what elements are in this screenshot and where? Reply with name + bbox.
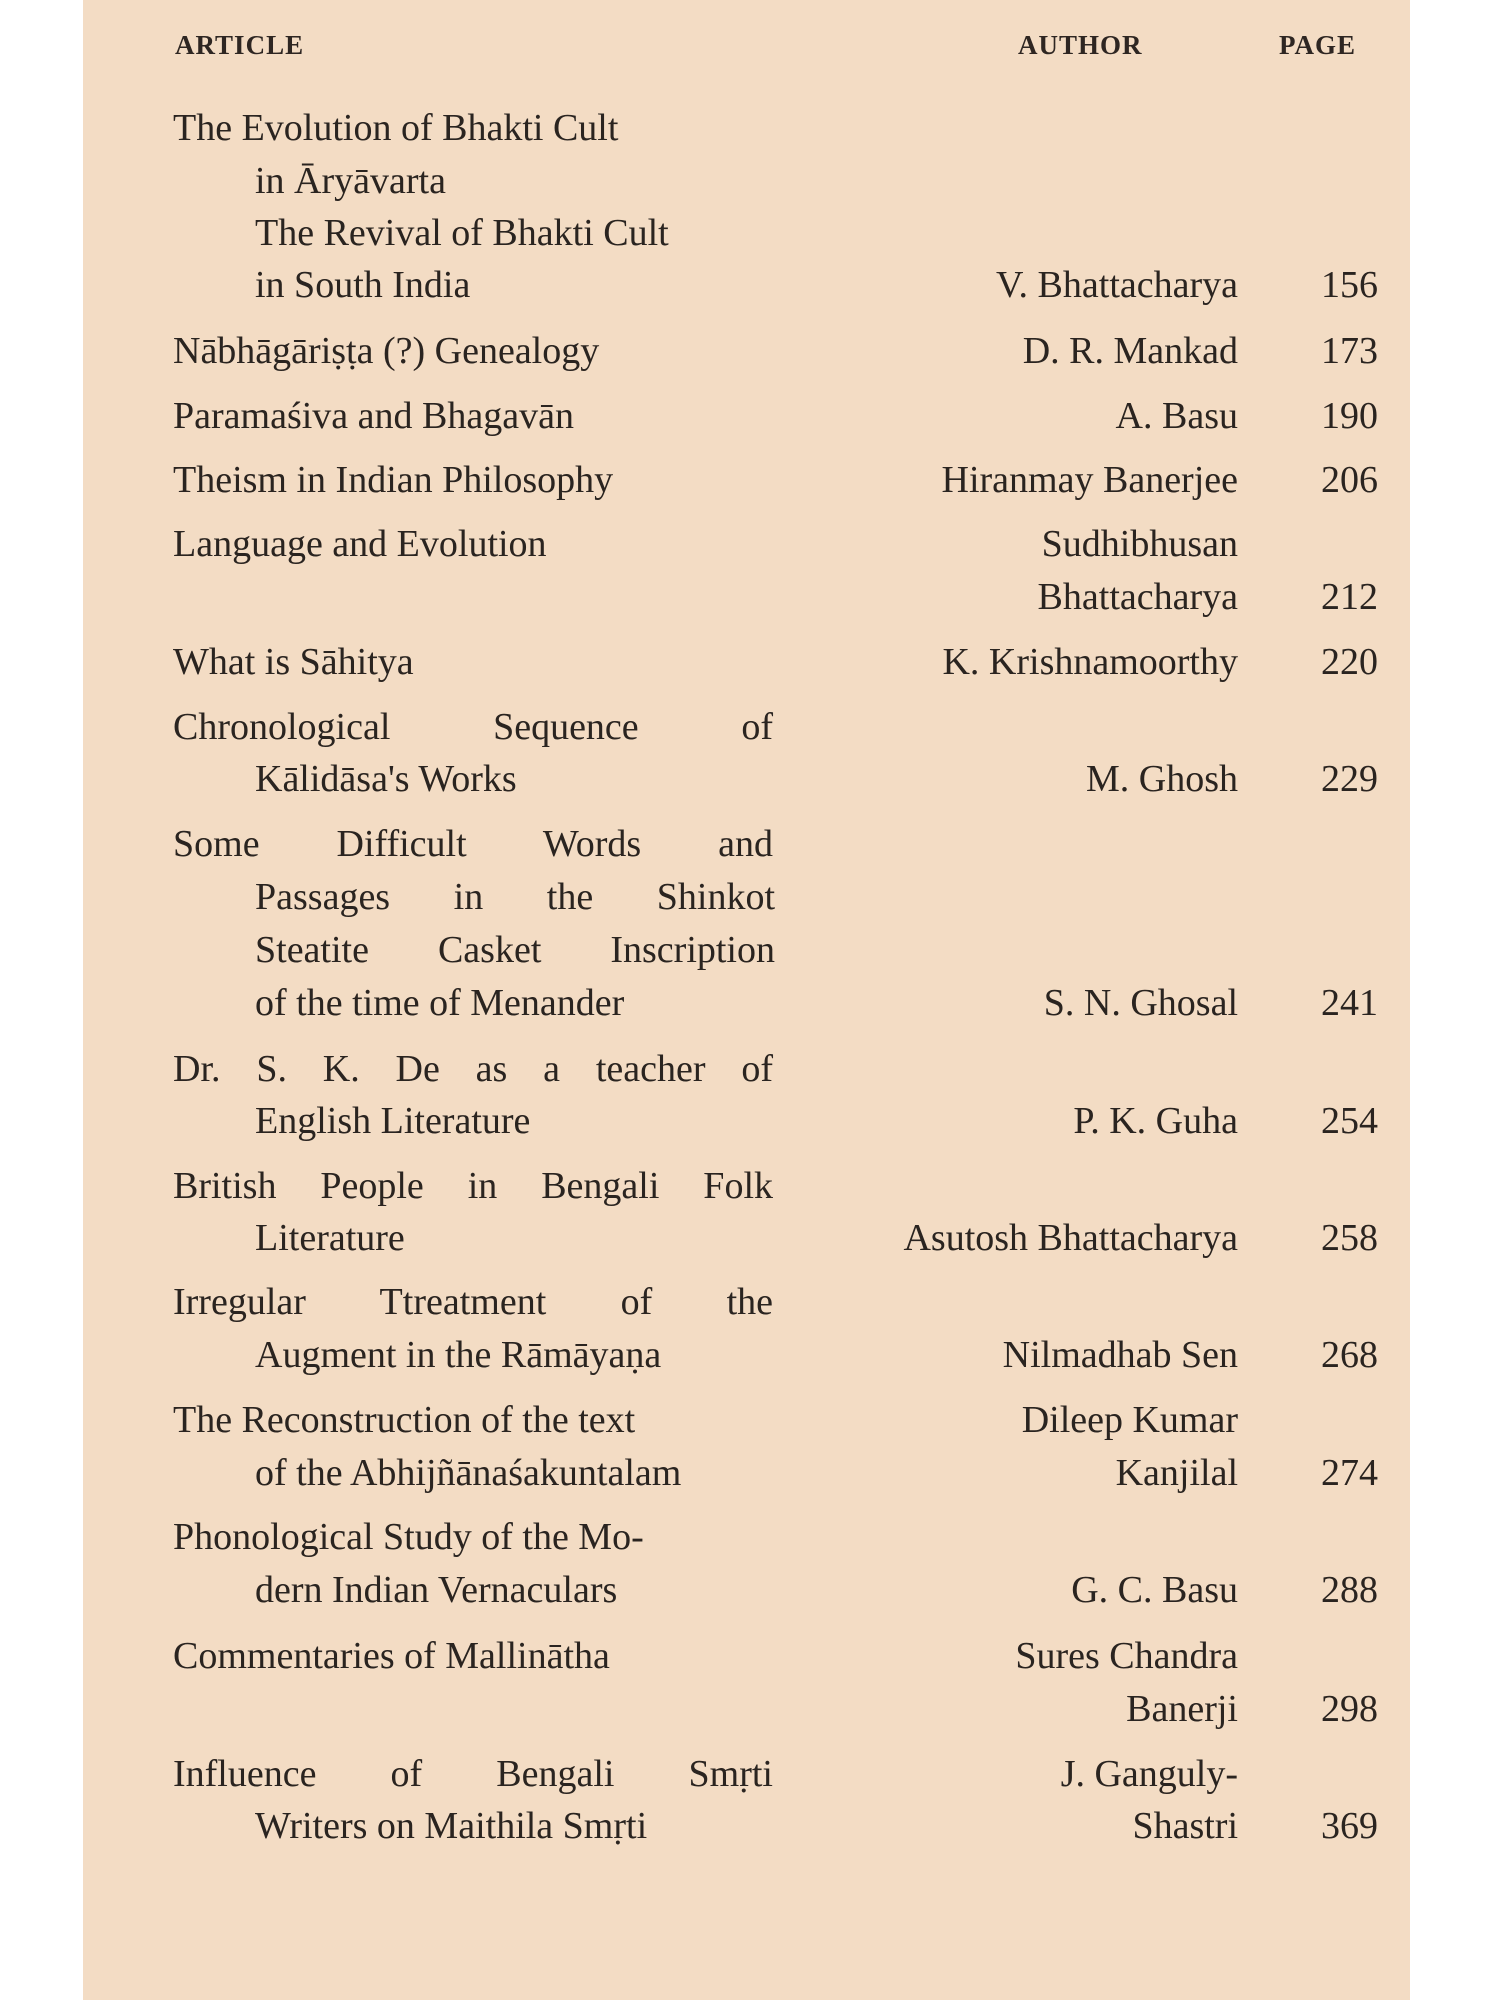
article-title-line: Chronological Sequence of	[173, 706, 773, 748]
article-title-line: of the time of Menander	[255, 982, 625, 1024]
article-title-line: Nābhāgāriṣṭa (?) Genealogy	[173, 330, 600, 372]
article-title-line: in Āryāvarta	[255, 160, 446, 202]
author-name: Banerji	[1126, 1688, 1238, 1730]
author-name: S. N. Ghosal	[1043, 982, 1238, 1024]
author-name: G. C. Basu	[1071, 1569, 1238, 1611]
article-title-line: Language and Evolution	[173, 523, 547, 565]
article-title-line: Augment in the Rāmāyaṇa	[255, 1334, 662, 1376]
article-title-line: of the Abhijñānaśakuntalam	[255, 1452, 682, 1494]
author-name: Hiranmay Banerjee	[941, 459, 1238, 501]
author-name: Asutosh Bhattacharya	[903, 1217, 1238, 1259]
book-page	[83, 0, 1410, 2000]
page-number: 173	[1321, 330, 1378, 372]
author-name: V. Bhattacharya	[996, 264, 1238, 306]
article-title-line: The Reconstruction of the text	[173, 1399, 636, 1441]
article-title-line: Kālidāsa's Works	[255, 758, 517, 800]
page-number: 190	[1321, 395, 1378, 437]
author-name: P. K. Guha	[1073, 1100, 1238, 1142]
article-title-line: Dr. S. K. De as a teacher of	[173, 1048, 773, 1090]
author-name: Nilmadhab Sen	[1002, 1334, 1238, 1376]
article-title-line: Some Difficult Words and	[173, 823, 773, 865]
page-number: 156	[1321, 264, 1378, 306]
page-number: 254	[1321, 1100, 1378, 1142]
article-title-line: Phonological Study of the Mo-	[173, 1516, 644, 1558]
page-number: 212	[1321, 576, 1378, 618]
article-title-line: English Literature	[255, 1100, 531, 1142]
page-number: 369	[1321, 1805, 1378, 1847]
page-number: 220	[1321, 641, 1378, 683]
article-title-line: Commentaries of Mallinātha	[173, 1635, 610, 1677]
author-name: Dileep Kumar	[1021, 1399, 1238, 1441]
column-header-author: AUTHOR	[1018, 30, 1143, 60]
author-name: Bhattacharya	[1037, 576, 1238, 618]
page-number: 274	[1321, 1452, 1378, 1494]
author-name: M. Ghosh	[1085, 758, 1238, 800]
author-name: J. Ganguly-	[1060, 1753, 1238, 1795]
author-name: Kanjilal	[1115, 1452, 1238, 1494]
author-name: D. R. Mankad	[1022, 330, 1238, 372]
page-number: 268	[1321, 1334, 1378, 1376]
article-title-line: Steatite Casket Inscription	[255, 929, 775, 971]
article-title-line: Influence of Bengali Smṛti	[173, 1753, 773, 1795]
author-name: Sudhibhusan	[1041, 523, 1238, 565]
article-title-line: Passages in the Shinkot	[255, 876, 775, 918]
article-title-line: dern Indian Vernaculars	[255, 1569, 618, 1611]
article-title-line: Literature	[255, 1217, 405, 1259]
column-header-page: PAGE	[1279, 30, 1356, 60]
article-title-line: The Revival of Bhakti Cult	[255, 212, 669, 254]
article-title-line: British People in Bengali Folk	[173, 1165, 773, 1207]
page-number: 258	[1321, 1217, 1378, 1259]
article-title-line: Irregular Ttreatment of the	[173, 1281, 773, 1323]
column-header-article: ARTICLE	[175, 30, 305, 60]
page-number: 229	[1321, 758, 1378, 800]
article-title-line: in South India	[255, 264, 471, 306]
article-title-line: What is Sāhitya	[173, 641, 414, 683]
author-name: Sures Chandra	[1015, 1635, 1238, 1677]
page-number: 241	[1321, 982, 1378, 1024]
page-number: 298	[1321, 1688, 1378, 1730]
author-name: Shastri	[1132, 1805, 1238, 1847]
page-number: 288	[1321, 1569, 1378, 1611]
author-name: A. Basu	[1115, 395, 1238, 437]
article-title-line: Writers on Maithila Smṛti	[255, 1805, 648, 1847]
article-title-line: Theism in Indian Philosophy	[173, 459, 614, 501]
author-name: K. Krishnamoorthy	[942, 641, 1238, 683]
page-number: 206	[1321, 459, 1378, 501]
article-title-line: The Evolution of Bhakti Cult	[173, 107, 619, 149]
article-title-line: Paramaśiva and Bhagavān	[173, 395, 574, 437]
